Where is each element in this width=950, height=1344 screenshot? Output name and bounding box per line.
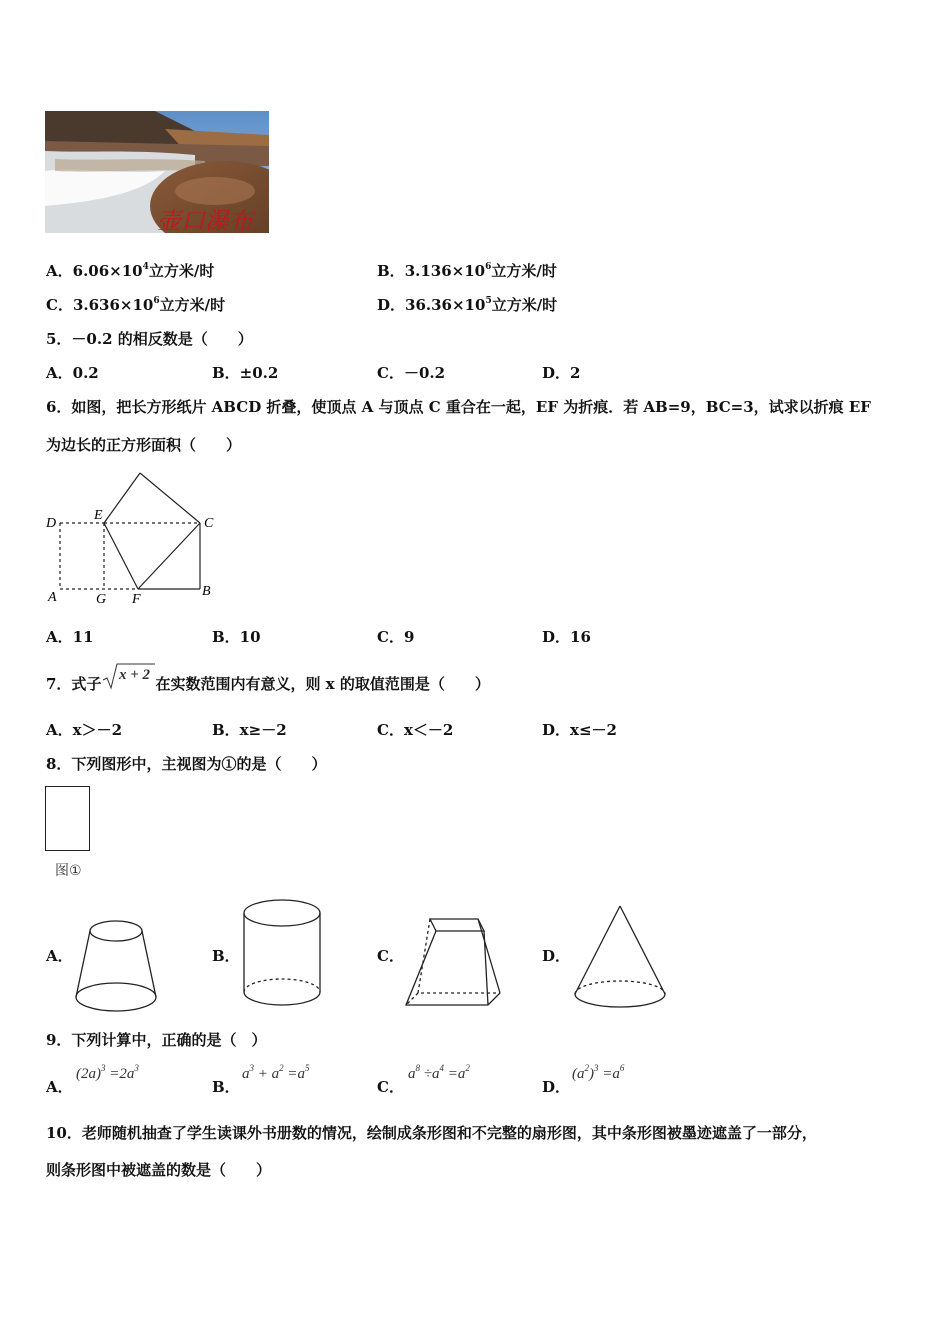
label-g: G bbox=[96, 592, 107, 607]
q5-option-d[interactable]: D．2 bbox=[542, 364, 581, 382]
q9-option-c-label[interactable]: C． bbox=[377, 1078, 404, 1096]
q5-option-c[interactable]: C．－0.2 bbox=[377, 364, 446, 382]
label-a: A bbox=[48, 590, 57, 605]
q8-option-c-label[interactable]: C． bbox=[377, 947, 404, 965]
q5-stem: 5．－0.2 的相反数是（ ） bbox=[46, 330, 253, 348]
waterfall-photo bbox=[45, 111, 269, 233]
q10-stem-line2: 则条形图中被遮盖的数是（ ） bbox=[46, 1161, 272, 1179]
q9-option-a-expr: $(2a)^3 =2a^3$ bbox=[76, 1063, 139, 1082]
q9-option-b-expr: $a^3 + a^2 =a^5$ bbox=[242, 1063, 310, 1082]
q7-option-c[interactable]: C．x＜－2 bbox=[377, 721, 454, 739]
label-f: F bbox=[132, 592, 141, 607]
label-b: B bbox=[202, 584, 211, 599]
q5-option-a[interactable]: A．0.2 bbox=[46, 364, 99, 382]
sqrt-expression bbox=[101, 667, 155, 694]
q6-option-c[interactable]: C．9 bbox=[377, 628, 415, 646]
q6-stem-line2: 为边长的正方形面积（ ） bbox=[46, 436, 242, 454]
q9-stem: 9．下列计算中，正确的是（ ） bbox=[46, 1031, 267, 1049]
q9-option-d-expr: $(a^2)^3 =a^6$ bbox=[572, 1063, 625, 1082]
cylinder-figure bbox=[240, 895, 324, 1010]
q8-stem: 8．下列图形中，主视图为①的是（ ） bbox=[46, 755, 327, 773]
q10-stem-line1: 10．老师随机抽查了学生读课外书册数的情况，绘制成条形图和不完整的扇形图，其中条形图被墨迹遮盖了一部分， bbox=[46, 1124, 817, 1142]
cone-figure bbox=[570, 902, 670, 1012]
radicand: x + 2 bbox=[119, 667, 151, 683]
q9-option-c-expr: $a^8 \div a^4 =a^2$ bbox=[408, 1063, 470, 1082]
front-view-rectangle bbox=[45, 786, 90, 851]
q7-option-d[interactable]: D．x≤－2 bbox=[542, 721, 617, 739]
label-d: D bbox=[46, 516, 57, 531]
q7-stem: 7．式子 x + 2 在实数范围内有意义，则 x 的取值范围是（ ） bbox=[46, 674, 490, 694]
q9-option-d-label[interactable]: D． bbox=[542, 1078, 571, 1096]
q6-option-b[interactable]: B．10 bbox=[212, 628, 261, 646]
label-e: E bbox=[94, 508, 103, 523]
q4-option-a[interactable]: A．$6.06\times 10^4$立方米/时 bbox=[46, 262, 215, 280]
prism-frustum-figure bbox=[400, 915, 505, 1010]
q6-figure bbox=[40, 465, 230, 610]
q4-option-c[interactable]: C．$3.636\times 10^6$立方米/时 bbox=[46, 296, 226, 314]
q6-stem-line1: 6．如图，把长方形纸片 ABCD 折叠，使顶点 A 与顶点 C 重合在一起，EF 为折痕．若 AB=9，BC=3，试求以折痕 EF bbox=[46, 398, 871, 416]
q7-option-b[interactable]: B．x≥－2 bbox=[212, 721, 287, 739]
q8-option-d-label[interactable]: D． bbox=[542, 947, 571, 965]
q4-option-d[interactable]: D．$36.36\times 10^5$立方米/时 bbox=[377, 296, 558, 314]
q8-option-b-label[interactable]: B． bbox=[212, 947, 240, 965]
label-c: C bbox=[204, 516, 214, 531]
q7-option-a[interactable]: A．x＞－2 bbox=[46, 721, 123, 739]
q6-option-a[interactable]: A．11 bbox=[46, 628, 94, 646]
q5-option-b[interactable]: B．±0.2 bbox=[212, 364, 279, 382]
q4-option-b[interactable]: B．$3.136\times 10^6$立方米/时 bbox=[377, 262, 557, 280]
q6-option-d[interactable]: D．16 bbox=[542, 628, 591, 646]
frustum-figure bbox=[70, 915, 162, 1015]
q9-option-a-label[interactable]: A． bbox=[46, 1078, 73, 1096]
figure-caption: 图① bbox=[55, 863, 82, 879]
q8-option-a-label[interactable]: A． bbox=[46, 947, 73, 965]
photo-caption: 壶口瀑布 bbox=[157, 209, 253, 233]
q9-option-b-label[interactable]: B． bbox=[212, 1078, 240, 1096]
